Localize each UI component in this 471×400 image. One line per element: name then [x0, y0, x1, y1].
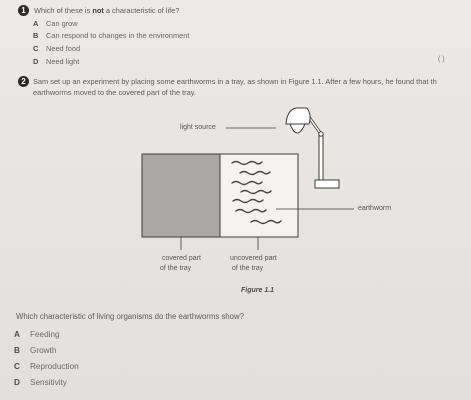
- option-text: Can grow: [46, 19, 78, 28]
- lamp-shade: [286, 108, 310, 124]
- figure-caption: Figure 1.1: [241, 287, 275, 294]
- option-text: Growth: [30, 346, 57, 355]
- lamp-stand: [319, 134, 323, 180]
- question-2-option-d[interactable]: [14, 378, 67, 387]
- figure-label-earthworm: earthworm: [358, 205, 392, 212]
- option-letter: C: [33, 44, 39, 53]
- question-2-text-line-2: earthworms moved to the covered part of the tray.: [33, 88, 196, 97]
- option-letter: D: [33, 57, 39, 66]
- uncovered-part-of-tray: [220, 154, 298, 237]
- lamp-base: [315, 180, 339, 188]
- option-text: Feeding: [30, 330, 60, 339]
- option-text: Sensitivity: [30, 378, 67, 387]
- figure-label-covered-line-2: of the tray: [160, 265, 192, 272]
- question-2-number: 2: [18, 76, 29, 87]
- option-letter: D: [14, 378, 20, 387]
- covered-part-of-tray: [142, 154, 220, 237]
- figure-label-light-source: light source: [180, 124, 216, 131]
- figure-label-uncovered-line-1: uncovered part: [230, 255, 277, 262]
- question-2-option-a[interactable]: [14, 330, 60, 339]
- option-letter: C: [14, 362, 20, 371]
- option-letter: B: [33, 31, 39, 40]
- option-text: Need food: [46, 44, 81, 53]
- question-1-answer-bracket[interactable]: ( ): [438, 56, 445, 63]
- option-letter: B: [14, 346, 20, 355]
- option-text: Can respond to changes in the environment: [46, 31, 190, 40]
- lamp-joint: [319, 132, 323, 136]
- figure-label-uncovered-line-2: of the tray: [232, 265, 264, 272]
- lamp-bulb: [290, 124, 305, 133]
- option-letter: A: [33, 19, 39, 28]
- option-text: Reproduction: [30, 362, 79, 371]
- question-2-option-b[interactable]: [14, 346, 56, 355]
- question-1-text-end: a characteristic of life?: [103, 6, 180, 15]
- question-1-text-start: Which of these is: [34, 6, 93, 15]
- option-text: Need light: [46, 57, 80, 66]
- question-2-prompt: Which characteristic of living organisms do the earthworms show?: [16, 312, 244, 321]
- figure-label-covered-line-1: covered part: [162, 255, 201, 262]
- question-1-number: 1: [18, 5, 29, 16]
- question-1-text-emphasis: not: [92, 6, 104, 15]
- option-letter: A: [14, 330, 20, 339]
- question-2-option-c[interactable]: [14, 362, 79, 371]
- question-2-text-line-1: Sam set up an experiment by placing some earthworms in a tray, as shown in Figure 1.1. After a few hours, he found that th: [33, 77, 437, 86]
